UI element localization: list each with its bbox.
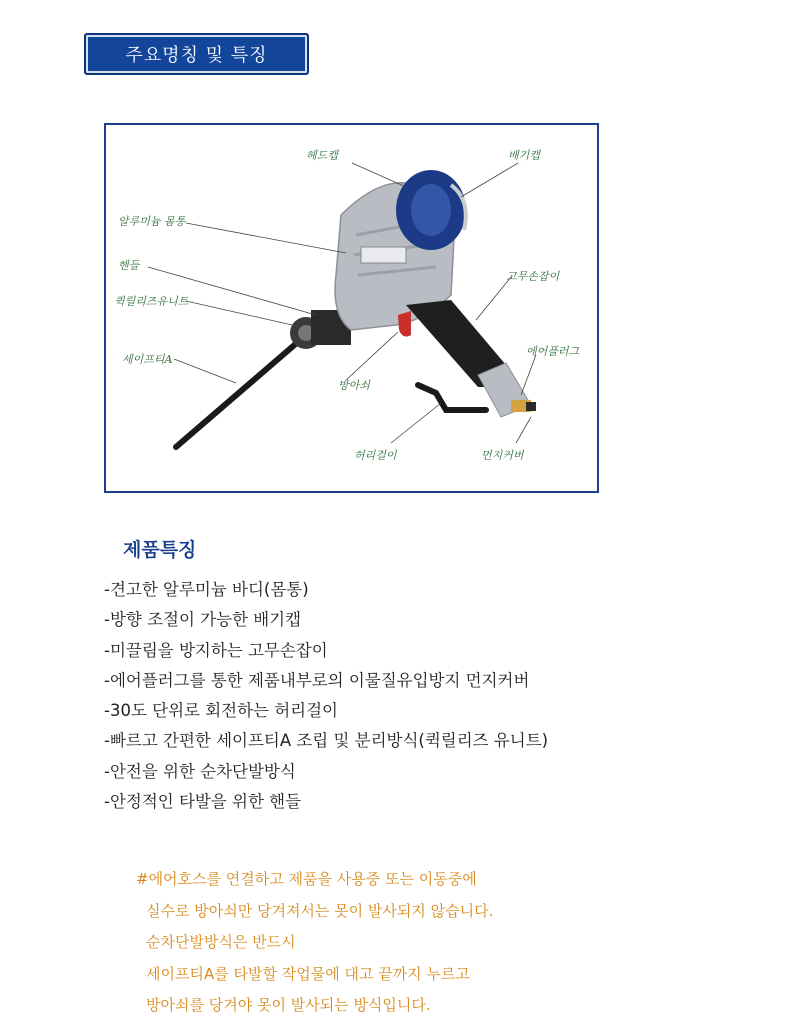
callout-dust-cover: 먼지커버 bbox=[481, 449, 524, 462]
callout-safety: 세이프티A bbox=[122, 353, 173, 366]
feature-item: -미끌림을 방지하는 고무손잡이 bbox=[104, 640, 328, 660]
section-title: 주요명칭 및 특징 bbox=[125, 45, 268, 66]
feature-item: -안정적인 타발을 위한 핸들 bbox=[104, 792, 302, 812]
callout-rubber-grip: 고무손잡이 bbox=[506, 270, 560, 283]
features-list bbox=[104, 575, 548, 817]
feature-item: -견고한 알루미늄 바디(몸통) bbox=[104, 580, 309, 599]
brand-label bbox=[361, 247, 406, 263]
features-heading: 제품특징 bbox=[123, 539, 197, 561]
note-line: 세이프티A를 타발할 작업물에 대고 끝까지 누르고 bbox=[146, 964, 470, 983]
callout-handle: 핸들 bbox=[118, 259, 140, 272]
note-line: 방아쇠를 당겨야 못이 발사되는 방식입니다. bbox=[146, 996, 431, 1014]
note-line: 순차단발방식은 반드시 bbox=[146, 933, 296, 951]
feature-item: -안전을 위한 순차단발방식 bbox=[104, 761, 296, 781]
callout-exhaust-cap: 배기캡 bbox=[508, 149, 540, 162]
product-diagram bbox=[104, 123, 599, 493]
feature-item: -방향 조절이 가능한 배기캡 bbox=[104, 610, 302, 630]
callout-head-cap: 헤드캡 bbox=[306, 149, 338, 162]
belt-hook bbox=[418, 385, 486, 410]
feature-item: -30도 단위로 회전하는 허리걸이 bbox=[104, 701, 338, 721]
callout-quick-release: 퀵릴리즈유니트 bbox=[114, 295, 189, 308]
callout-belt-hook: 허리걸이 bbox=[354, 449, 397, 462]
callout-trigger: 방아쇠 bbox=[338, 379, 370, 392]
feature-item: -에어플러그를 통한 제품내부로의 이물질유입방지 먼지커버 bbox=[104, 670, 530, 690]
section-title-badge bbox=[84, 33, 309, 75]
callout-air-plug: 에어플러그 bbox=[526, 345, 580, 358]
safety-rod bbox=[176, 335, 306, 447]
callout-aluminum-body: 알루미늄 몸통 bbox=[118, 215, 186, 228]
safety-notes bbox=[136, 864, 493, 1022]
feature-item: -빠르고 간편한 세이프티A 조립 및 분리방식(퀵릴리즈 유니트) bbox=[104, 731, 549, 751]
note-line: #에어호스를 연결하고 제품을 사용중 또는 이동중에 bbox=[136, 870, 477, 888]
note-line: 실수로 방아쇠만 당겨져서는 못이 발사되지 않습니다. bbox=[146, 901, 494, 920]
trigger bbox=[398, 311, 411, 337]
dust-cover bbox=[526, 402, 536, 411]
